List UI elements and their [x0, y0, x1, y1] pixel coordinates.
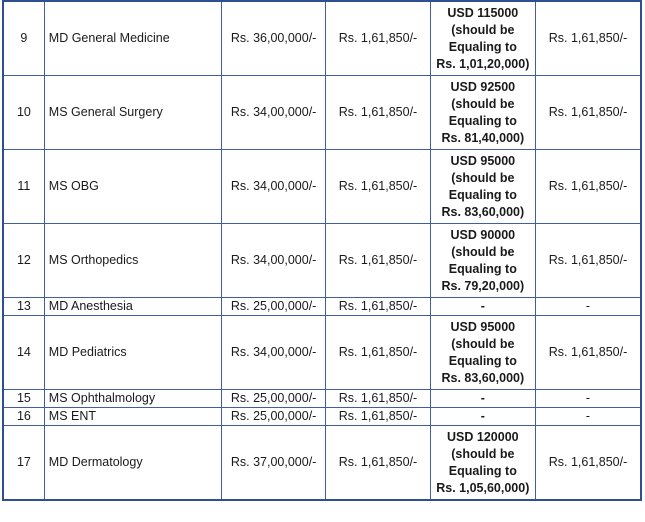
hostel-fee-cell: Rs. 1,61,850/-	[326, 316, 430, 390]
serial-number-cell: 16	[3, 408, 44, 426]
usd-fee-line: Rs. 79,20,000)	[441, 278, 525, 293]
table-row	[3, 390, 641, 408]
hostel-fee-cell: Rs. 1,61,850/-	[326, 426, 430, 501]
usd-fee-line: -	[480, 391, 485, 405]
usd-fee-line: Rs. 83,60,000)	[441, 370, 525, 385]
hostel-fee-cell: Rs. 1,61,850/-	[326, 390, 430, 408]
fee-table	[2, 0, 642, 501]
usd-fee-line: (should be	[451, 96, 515, 111]
fee-table-body	[3, 1, 641, 500]
hostel-fee-cell: Rs. 1,61,850/-	[326, 224, 430, 298]
usd-fee-cell	[430, 426, 535, 501]
tuition-fee-cell: Rs. 25,00,000/-	[221, 408, 325, 426]
usd-fee-line: (should be	[451, 244, 515, 259]
usd-fee-cell	[430, 390, 535, 408]
hostel-fee-cell: Rs. 1,61,850/-	[326, 76, 430, 150]
table-row	[3, 426, 641, 501]
course-name-cell: MD Pediatrics	[44, 316, 221, 390]
additional-fee-cell: -	[536, 390, 641, 408]
usd-fee-line: Equaling to	[448, 113, 517, 128]
usd-fee-line: (should be	[451, 170, 515, 185]
usd-fee-line: USD 95000	[450, 319, 516, 334]
additional-fee-cell: Rs. 1,61,850/-	[536, 1, 641, 76]
tuition-fee-cell: Rs. 34,00,000/-	[221, 76, 325, 150]
usd-fee-cell	[430, 316, 535, 390]
table-row	[3, 76, 641, 150]
course-name-cell: MS ENT	[44, 408, 221, 426]
usd-fee-line: Rs. 83,60,000)	[441, 204, 525, 219]
usd-fee-line: Equaling to	[448, 353, 517, 368]
usd-fee-line: USD 92500	[450, 79, 516, 94]
usd-fee-line: Equaling to	[448, 261, 517, 276]
usd-fee-line: (should be	[451, 336, 515, 351]
tuition-fee-cell: Rs. 34,00,000/-	[221, 224, 325, 298]
usd-fee-line: (should be	[451, 22, 515, 37]
usd-fee-line: Rs. 1,01,20,000)	[436, 56, 530, 71]
hostel-fee-cell: Rs. 1,61,850/-	[326, 150, 430, 224]
usd-fee-line: -	[480, 299, 485, 313]
usd-fee-line: USD 115000	[447, 5, 519, 20]
course-name-cell: MD Anesthesia	[44, 298, 221, 316]
hostel-fee-cell: Rs. 1,61,850/-	[326, 1, 430, 76]
serial-number-cell: 10	[3, 76, 44, 150]
usd-fee-line: Equaling to	[448, 39, 517, 54]
serial-number-cell: 13	[3, 298, 44, 316]
hostel-fee-cell: Rs. 1,61,850/-	[326, 408, 430, 426]
table-row	[3, 224, 641, 298]
additional-fee-cell: Rs. 1,61,850/-	[536, 426, 641, 501]
additional-fee-cell: Rs. 1,61,850/-	[536, 316, 641, 390]
serial-number-cell: 12	[3, 224, 44, 298]
usd-fee-line: (should be	[451, 446, 515, 461]
usd-fee-line: USD 120000	[447, 429, 519, 444]
tuition-fee-cell: Rs. 37,00,000/-	[221, 426, 325, 501]
usd-fee-line: -	[480, 409, 485, 423]
additional-fee-cell: Rs. 1,61,850/-	[536, 76, 641, 150]
table-row	[3, 298, 641, 316]
usd-fee-cell	[430, 76, 535, 150]
table-row	[3, 316, 641, 390]
usd-fee-line: Rs. 81,40,000)	[441, 130, 525, 145]
serial-number-cell: 17	[3, 426, 44, 501]
course-name-cell: MD Dermatology	[44, 426, 221, 501]
serial-number-cell: 9	[3, 1, 44, 76]
tuition-fee-cell: Rs. 34,00,000/-	[221, 150, 325, 224]
serial-number-cell: 11	[3, 150, 44, 224]
tuition-fee-cell: Rs. 25,00,000/-	[221, 298, 325, 316]
usd-fee-cell	[430, 150, 535, 224]
serial-number-cell: 15	[3, 390, 44, 408]
usd-fee-line: Equaling to	[448, 187, 517, 202]
additional-fee-cell: -	[536, 408, 641, 426]
course-name-cell: MS General Surgery	[44, 76, 221, 150]
usd-fee-cell	[430, 224, 535, 298]
usd-fee-line: USD 90000	[450, 227, 516, 242]
additional-fee-cell: Rs. 1,61,850/-	[536, 224, 641, 298]
hostel-fee-cell: Rs. 1,61,850/-	[326, 298, 430, 316]
usd-fee-cell	[430, 298, 535, 316]
table-row	[3, 150, 641, 224]
course-name-cell: MS Ophthalmology	[44, 390, 221, 408]
tuition-fee-cell: Rs. 34,00,000/-	[221, 316, 325, 390]
tuition-fee-cell: Rs. 25,00,000/-	[221, 390, 325, 408]
table-row	[3, 1, 641, 76]
serial-number-cell: 14	[3, 316, 44, 390]
usd-fee-cell	[430, 1, 535, 76]
course-name-cell: MS Orthopedics	[44, 224, 221, 298]
tuition-fee-cell: Rs. 36,00,000/-	[221, 1, 325, 76]
additional-fee-cell: -	[536, 298, 641, 316]
usd-fee-line: Rs. 1,05,60,000)	[436, 480, 530, 495]
usd-fee-line: Equaling to	[448, 463, 517, 478]
course-name-cell: MS OBG	[44, 150, 221, 224]
table-row	[3, 408, 641, 426]
usd-fee-cell	[430, 408, 535, 426]
course-name-cell: MD General Medicine	[44, 1, 221, 76]
usd-fee-line: USD 95000	[450, 153, 516, 168]
additional-fee-cell: Rs. 1,61,850/-	[536, 150, 641, 224]
